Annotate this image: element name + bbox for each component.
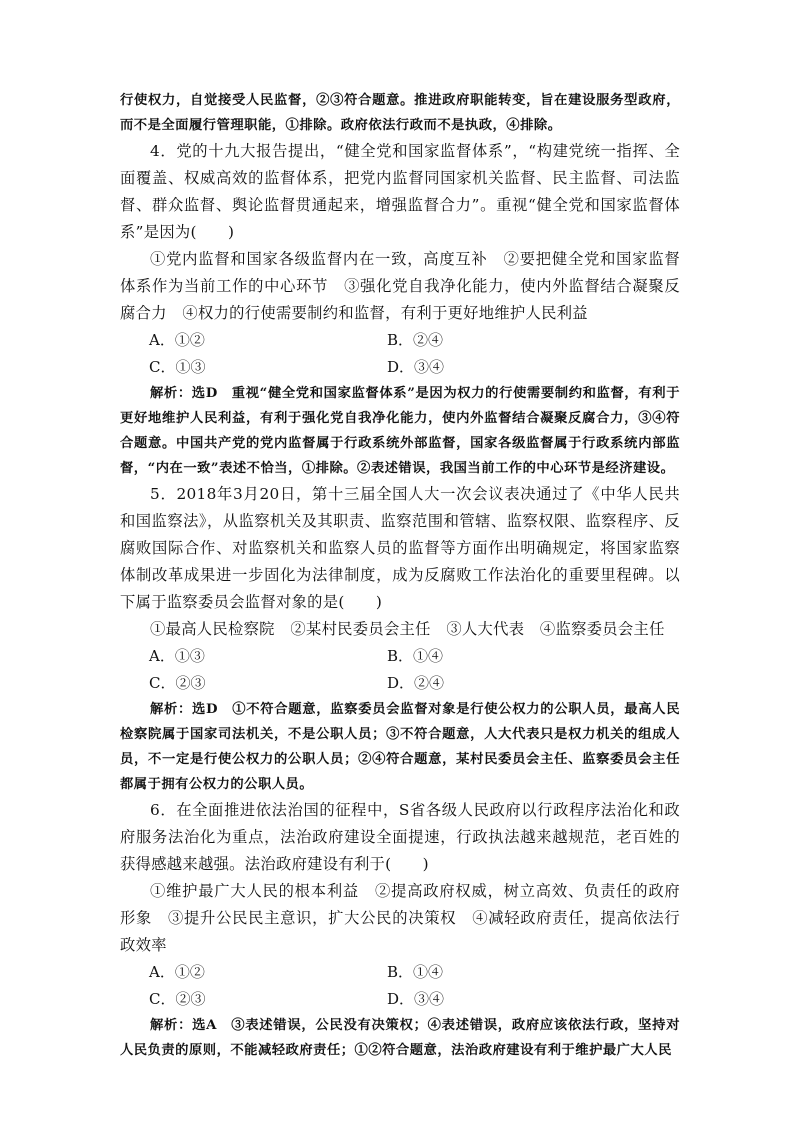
answer-options (120, 327, 680, 381)
option-d[interactable]: D．③④ (387, 990, 445, 1008)
question-items: ①最高人民检察院 ②某村民委员会主任 ③人大代表 ④监察委员会主任 (150, 620, 665, 638)
question-stem: 6．在全面推进依法治国的征程中，S省各级人民政府以行政程序法治化和政府服务法治化为重点，法治政府建设全面提速，行政执法越来越规范，老百姓的获得感越来越强。法治政府建设有利于( ) (120, 801, 680, 873)
option-d[interactable]: D．③④ (387, 358, 445, 376)
question-4 (120, 138, 680, 481)
page-content (120, 88, 680, 1063)
analysis: 解析：选A ③表述错误，公民没有决策权；④表述错误，政府应该依法行政，坚持对人民负责的原则，不能减轻政府责任；①②符合题意，法治政府建设有利于维护最广大人民 (120, 1018, 680, 1058)
question-5 (120, 481, 680, 797)
option-c[interactable]: C．②③ (149, 990, 206, 1008)
option-c[interactable]: C．②③ (149, 674, 206, 692)
question-items: ①党内监督和国家各级监督内在一致，高度互补 ②要把健全党和国家监督体系作为当前工作的中心环节 ③强化党自我净化能力，使内外监督结合凝聚反腐合力 ④权力的行使需要制约和监督，有利于更好地维护人民利益 (120, 250, 680, 322)
prior-analysis-continuation: 行使权力，自觉接受人民监督，②③符合题意。推进政府职能转变，旨在建设服务型政府，而不是全面履行管理职能，①排除。政府依法行政而不是执政，④排除。 (120, 93, 680, 133)
analysis: 解析：选D 重视“健全党和国家监督体系”是因为权力的行使需要制约和监督，有利于更好地维护人民利益，有利于强化党自我净化能力，使内外监督结合凝聚反腐合力，③④符合题意。中国共产党的党内监督属于行政系统外部监督，国家各级监督属于行政系统内部监督，“内在一致”表述不恰当，①排除。②表述错误，我国当前工作的中心环节是经济建设。 (120, 386, 680, 476)
option-b[interactable]: B．②④ (387, 331, 444, 349)
option-a[interactable]: A．①② (149, 963, 205, 981)
question-stem: 4．党的十九大报告提出，“健全党和国家监督体系”，“构建党统一指挥、全面覆盖、权威高效的监督体系，把党内监督同国家机关监督、民主监督、司法监督、群众监督、舆论监督贯通起来，增强监督合力”。重视“健全党和国家监督体系”是因为( ) (120, 142, 680, 241)
analysis: 解析：选D ①不符合题意，监察委员会监督对象是行使公权力的公职人员，最高人民检察院属于国家司法机关，不是公职人员；③不符合题意，人大代表只是权力机关的组成人员，不一定是行使公权力的公职人员；②④符合题意，某村民委员会主任、监察委员会主任都属于拥有公权力的公职人员。 (120, 702, 680, 792)
option-b[interactable]: B．①④ (387, 647, 444, 665)
option-a[interactable]: A．①③ (149, 647, 205, 665)
option-d[interactable]: D．②④ (387, 674, 445, 692)
answer-options (120, 643, 680, 697)
question-6 (120, 797, 680, 1063)
question-items: ①维护最广大人民的根本利益 ②提高政府权威，树立高效、负责任的政府形象 ③提升公民民主意识，扩大公民的决策权 ④减轻政府责任，提高依法行政效率 (120, 882, 680, 954)
option-a[interactable]: A．①② (149, 331, 205, 349)
answer-options (120, 959, 680, 1013)
option-c[interactable]: C．①③ (149, 358, 206, 376)
option-b[interactable]: B．①④ (387, 963, 444, 981)
question-stem: 5．2018年3月20日，第十三届全国人大一次会议表决通过了《中华人民共和国监察法》，从监察机关及其职责、监察范围和管辖、监察权限、监察程序、反腐败国际合作、对监察机关和监察人员的监督等方面作出明确规定，将国家监察体制改革成果进一步固化为法律制度，成为反腐败工作法治化的重要里程碑。以下属于监察委员会监督对象的是( ) (120, 485, 680, 611)
